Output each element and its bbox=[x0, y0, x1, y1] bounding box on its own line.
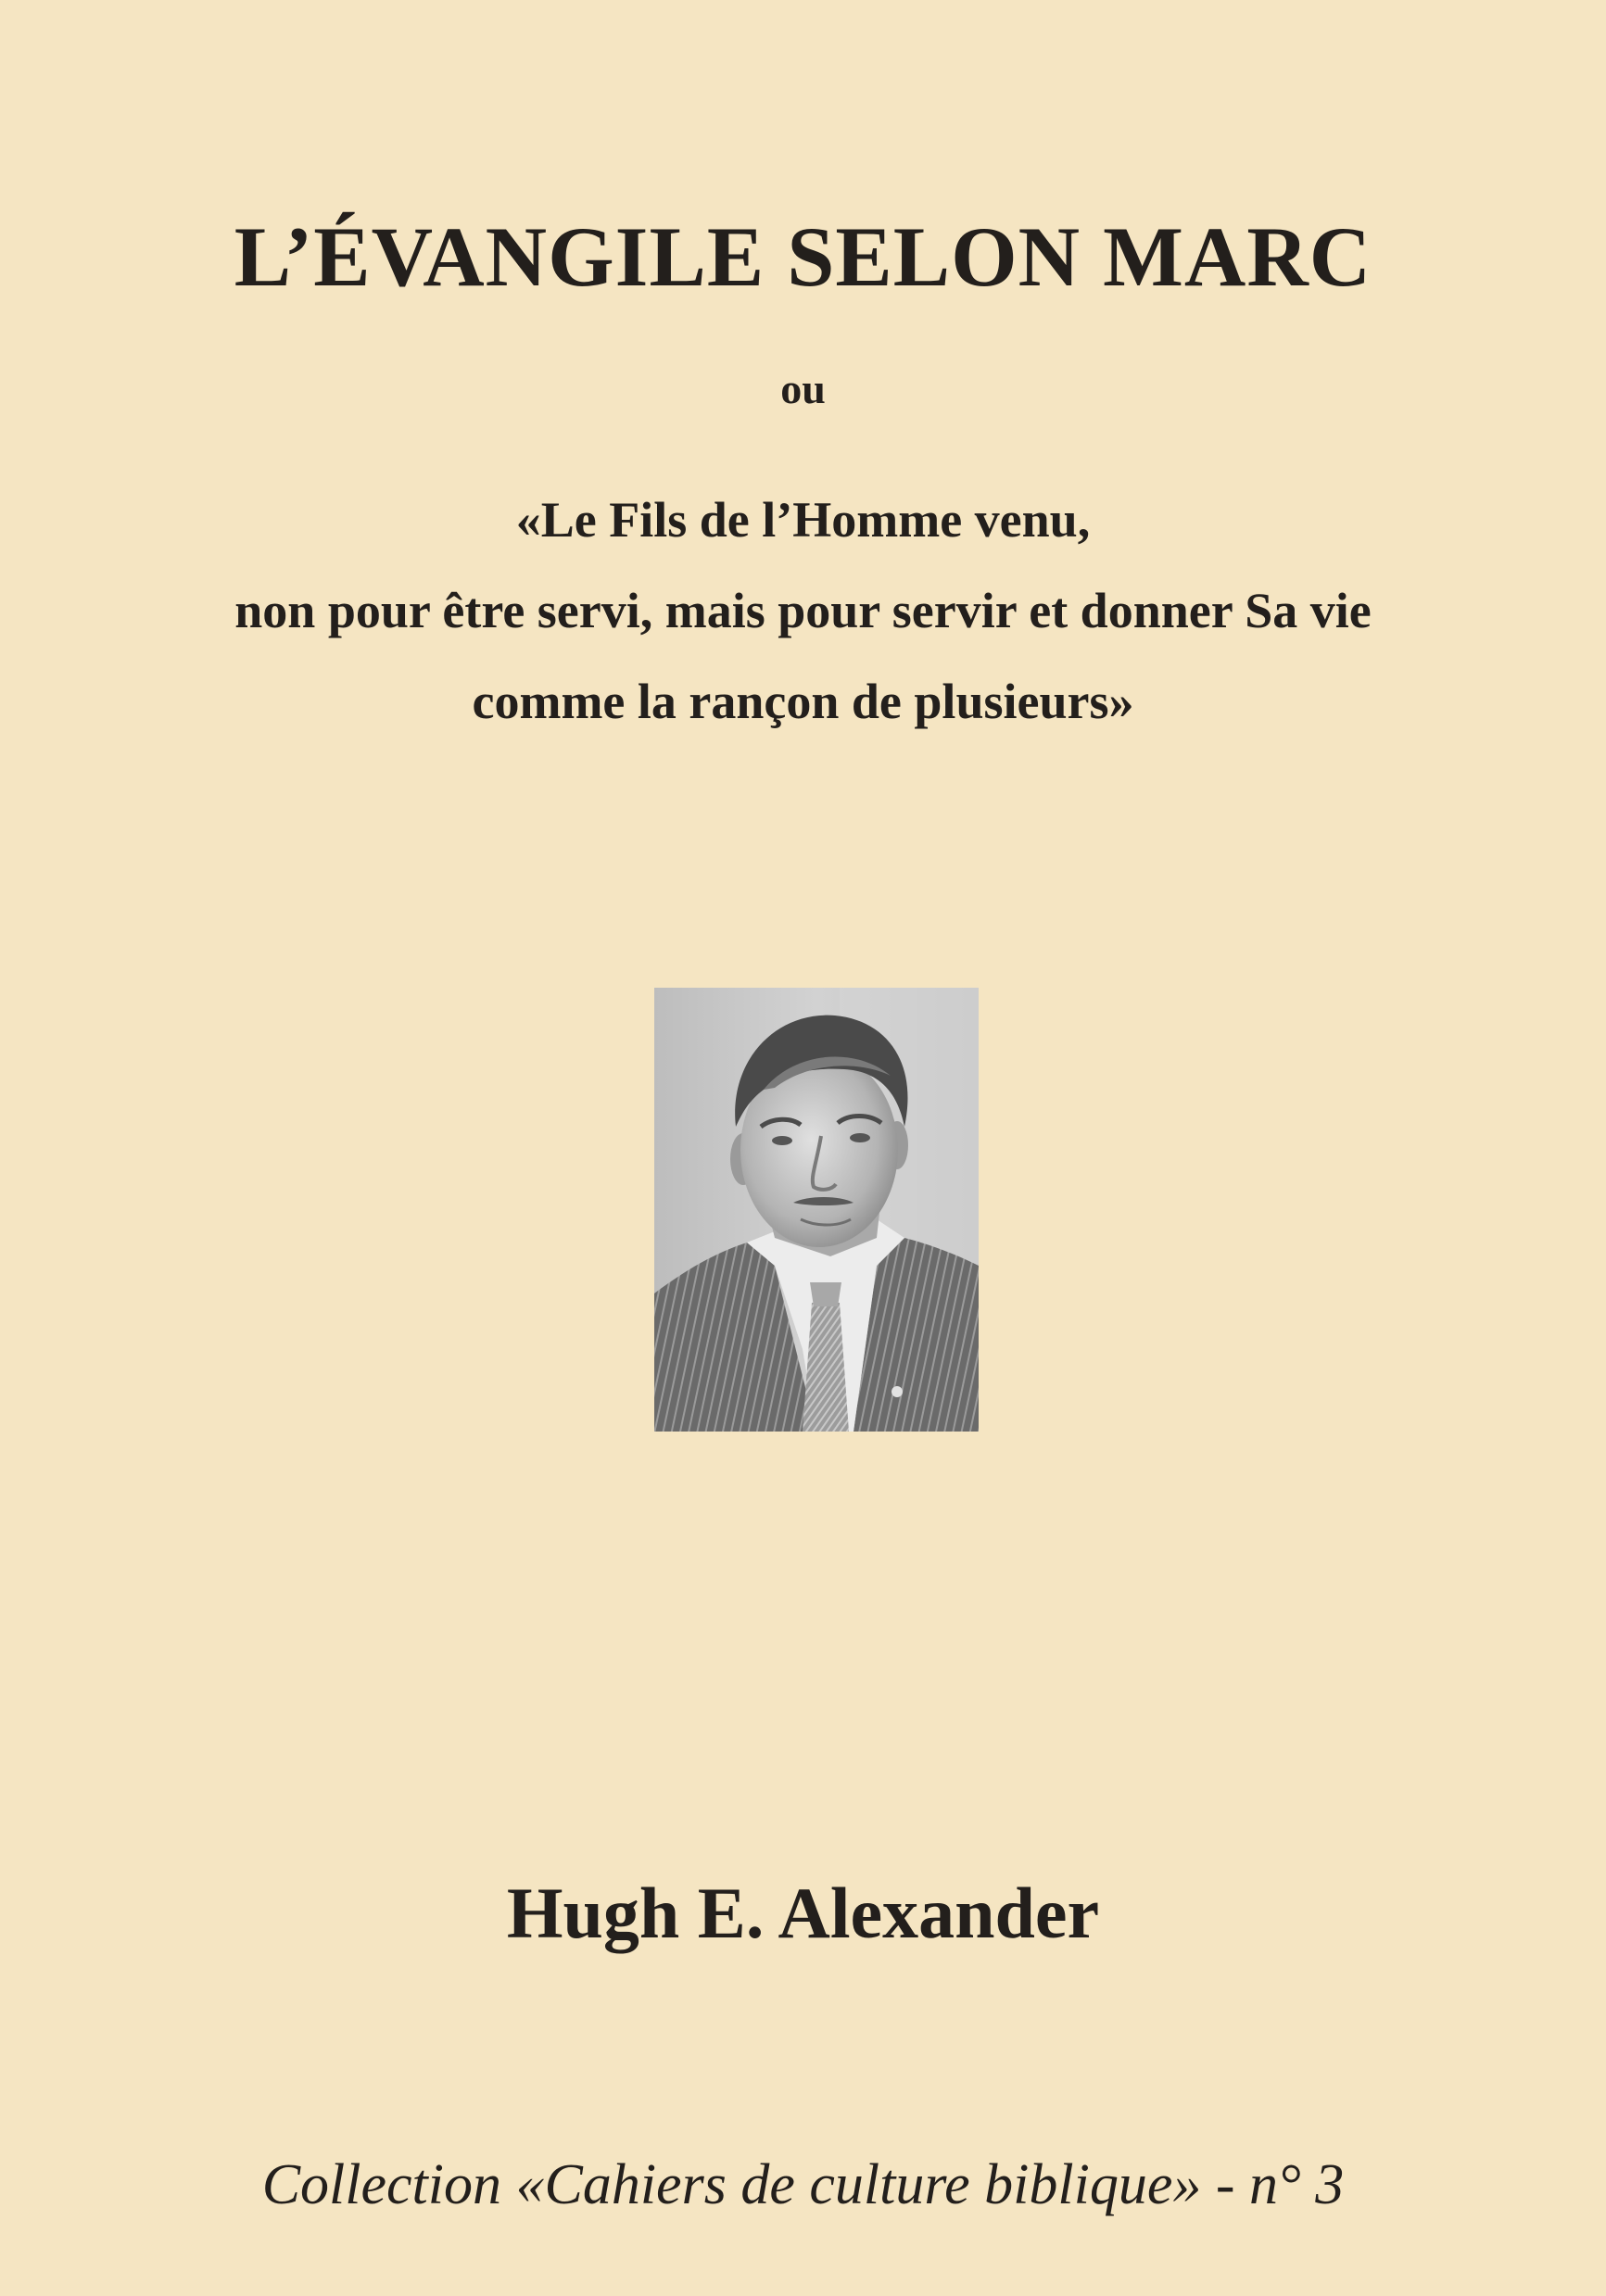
author-name: Hugh E. Alexander bbox=[506, 1873, 1100, 1953]
subtitle-line-2: non pour être servi, mais pour servir et donner Sa vie bbox=[234, 583, 1372, 638]
book-title: L’ÉVANGILE SELON MARC bbox=[234, 209, 1372, 304]
collection-label: Collection «Cahiers de culture biblique» - n° 3 bbox=[261, 2153, 1345, 2216]
subtitle-line-3: comme la rançon de plusieurs» bbox=[472, 674, 1134, 729]
author-portrait-image bbox=[654, 988, 979, 1432]
author-portrait bbox=[654, 988, 979, 1432]
subtitle-line-1: «Le Fils de l’Homme venu, bbox=[515, 492, 1091, 548]
title-connector: ou bbox=[780, 365, 826, 412]
book-subtitle bbox=[0, 474, 1606, 747]
